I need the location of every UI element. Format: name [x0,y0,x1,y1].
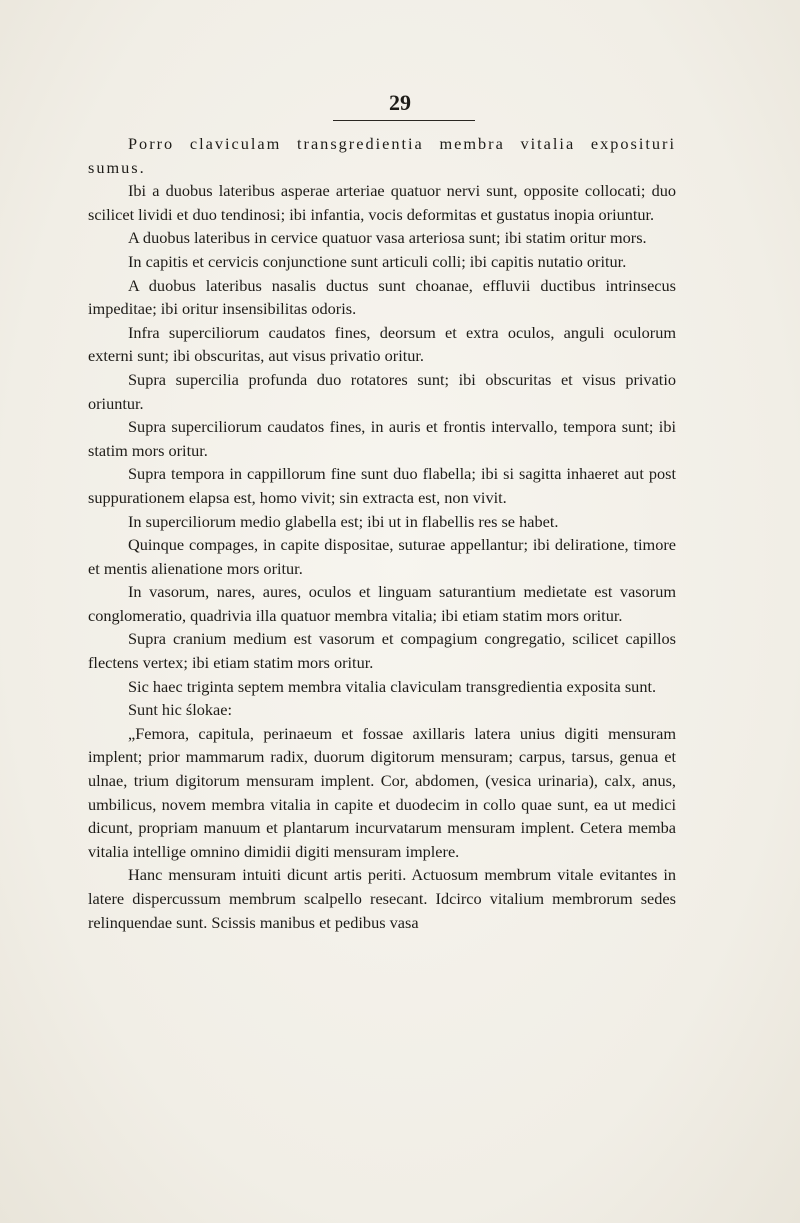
paragraph: Porro claviculam transgredientia membra vitalia exposituri sumus. [88,134,676,177]
paragraph: In superciliorum medio glabella est; ibi ut in flabellis res se habet. [128,511,559,531]
body-text [88,132,676,934]
paragraph: Supra cranium medium est vasorum et compagium congregatio, scilicet capillos flectens vertex; ibi etiam statim mors oritur. [88,629,676,673]
paragraph: Sunt hic ślokae: [128,700,233,720]
paragraph: In capitis et cervicis conjunctione sunt articuli colli; ibi capitis nutatio oritur. [128,251,627,271]
paragraph: Hanc mensuram intuiti dicunt artis periti. Actuosum membrum vitale evitantes in latere dispercussum membrum scalpello resecant. Idcirco vitalium membrorum sedes relinquendae sunt. Scissis manibus et pedibus vasa [88,865,676,932]
paragraph: In vasorum, nares, aures, oculos et linguam saturantium medietate est vasorum conglomeratio, quadrivia illa quatuor membra vitalia; ibi etiam statim mors oritur. [88,582,676,625]
header-rule [333,120,475,121]
paragraph: Supra supercilia profunda duo rotatores sunt; ibi obscuritas et visus privatio oriuntur. [88,369,676,413]
paragraph: Quinque compages, in capite dispositae, suturae appellantur; ibi deliratione, timore et mentis alienatione mors oritur. [88,535,676,578]
paragraph: Supra tempora in cappillorum fine sunt duo flabella; ibi si sagitta inhaeret aut post suppurationem elapsa est, homo vivit; sin extracta est, non vivit. [88,464,676,507]
paragraph: Supra superciliorum caudatos fines, in auris et frontis intervallo, tempora sunt; ibi statim mors oritur. [88,417,676,460]
paragraph: Infra superciliorum caudatos fines, deorsum et extra oculos, anguli oculorum externi sunt; ibi obscuritas, aut visus privatio oritur. [88,322,676,366]
paragraph: „Femora, capitula, perinaeum et fossae axillaris latera unius digiti mensuram implent; prior mammarum radix, duorum digitorum mensuram; carpus, tarsus, genua et ulnae, trium digitorum mensuram implent. Cor, abdomen, (vesica urinaria), calx, anus, umbilicus, novem membra vitalia in capite et duodecim in collo quae sunt, ea ut medici dicunt, propriam manuum et plantarum incurvatarum mensuram implent. Cetera memba vitalia intellige omnino dimidii digiti mensuram implere. [88,723,676,861]
paragraph: Sic haec triginta septem membra vitalia claviculam transgredientia exposita sunt. [128,676,657,696]
page-number: 29 [389,90,411,115]
paragraph: A duobus lateribus nasalis ductus sunt choanae, effluvii ductibus intrinsecus impeditae; ibi oritur insensibilitas odoris. [88,275,676,319]
paragraph: Ibi a duobus lateribus asperae arteriae quatuor nervi sunt, opposite collocati; duo scilicet lividi et duo tendinosi; ibi infantia, vocis deformitas et gustatus inopia oriuntur. [88,181,676,224]
paragraph: A duobus lateribus in cervice quatuor vasa arteriosa sunt; ibi statim oritur mors. [128,228,647,248]
